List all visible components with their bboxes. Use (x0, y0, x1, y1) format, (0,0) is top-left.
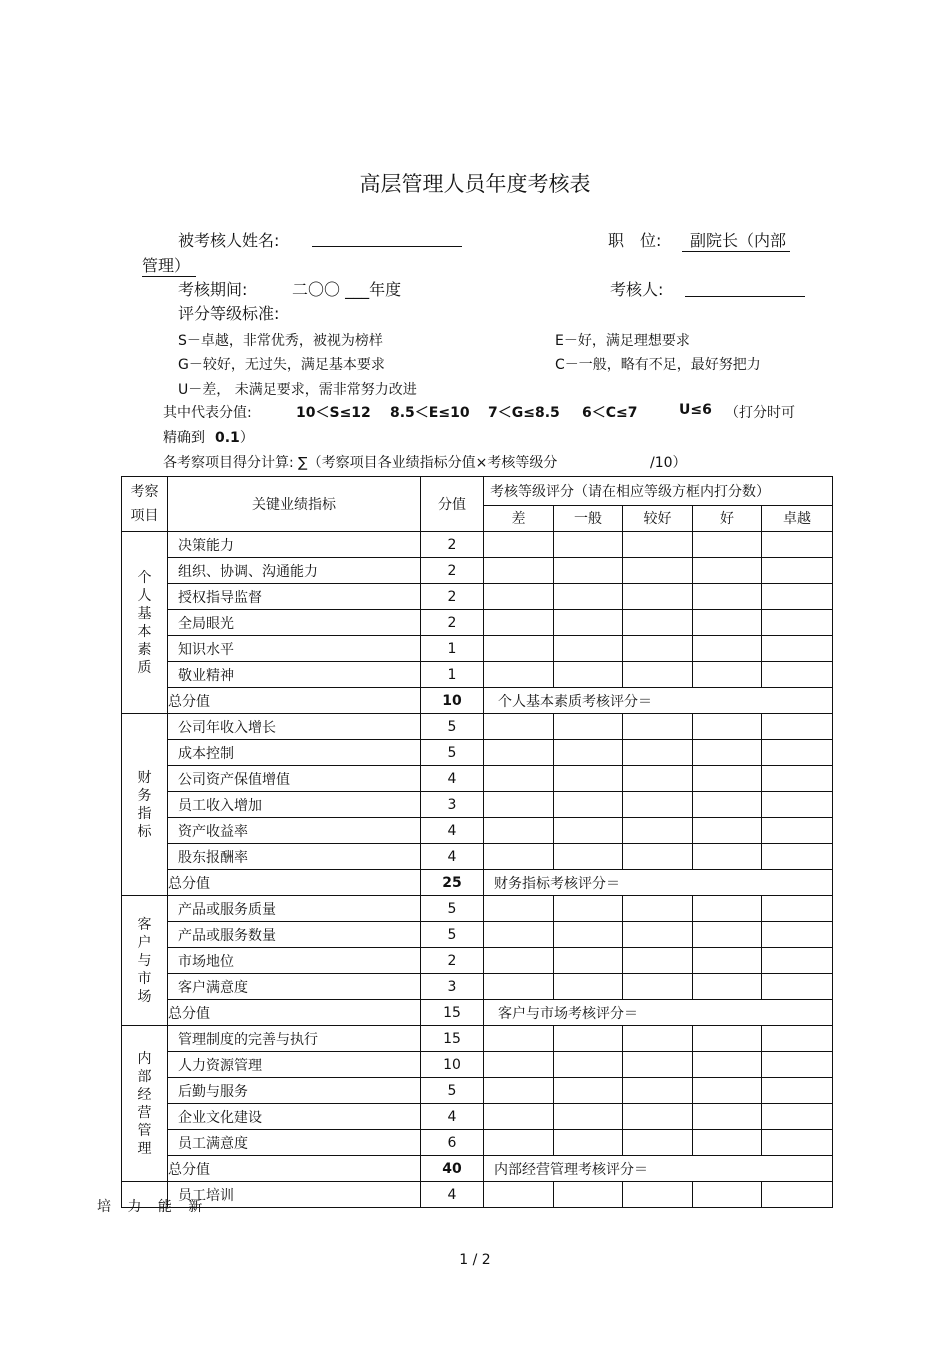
rating-cell[interactable] (623, 584, 693, 610)
rating-cell[interactable] (554, 792, 623, 818)
total-value: 10 (421, 688, 484, 714)
rating-cell[interactable] (762, 766, 833, 792)
rating-cell[interactable] (693, 740, 762, 766)
range-note-prefix: 精确到 (163, 430, 205, 446)
table-row (122, 636, 833, 662)
level-poor: 差 (484, 505, 554, 531)
level-average: 一般 (554, 505, 623, 531)
indicator-name: 公司年收入增长 (168, 714, 421, 740)
indicator-score: 10 (421, 1052, 484, 1078)
indicator-name: 产品或服务质量 (168, 896, 421, 922)
table-row (122, 818, 833, 844)
rating-cell[interactable] (484, 740, 554, 766)
total-label: 总分值 (168, 1156, 421, 1182)
rating-cell[interactable] (762, 714, 833, 740)
indicator-name: 知识水平 (168, 636, 421, 662)
rating-cell[interactable] (554, 922, 623, 948)
rating-cell[interactable] (484, 662, 554, 688)
formula-text: 各考察项目得分计算: ∑（考察项目各业绩指标分值×考核等级分 (163, 455, 558, 471)
category-cell (122, 714, 168, 896)
table-row (122, 844, 833, 870)
rating-cell[interactable] (554, 1052, 623, 1078)
position-value (682, 228, 790, 252)
standard-label: 评分等级标准: (178, 304, 280, 323)
rating-cell[interactable] (693, 922, 762, 948)
rating-cell[interactable] (554, 662, 623, 688)
position-value-line1: 副院长（内部 (682, 228, 790, 252)
rating-cell[interactable] (693, 818, 762, 844)
table-row (122, 948, 833, 974)
header-category (122, 477, 168, 532)
grade-g: G－较好，无过失，满足基本要求 (178, 357, 385, 373)
rating-cell[interactable] (762, 636, 833, 662)
indicator-score: 2 (421, 610, 484, 636)
overflow-text: 培 力 能 新 (97, 1199, 209, 1215)
rating-cell[interactable] (762, 558, 833, 584)
grade-u: U－差， 未满足要求，需非常努力改进 (178, 382, 417, 398)
rating-cell[interactable] (554, 948, 623, 974)
indicator-name: 管理制度的完善与执行 (168, 1026, 421, 1052)
rating-cell[interactable] (484, 766, 554, 792)
total-value: 15 (421, 1000, 484, 1026)
indicator-score: 4 (421, 818, 484, 844)
rating-cell[interactable] (484, 844, 554, 870)
rating-cell[interactable] (484, 1026, 554, 1052)
indicator-score: 5 (421, 922, 484, 948)
indicator-score: 6 (421, 1130, 484, 1156)
indicator-score: 5 (421, 1078, 484, 1104)
indicator-score: 5 (421, 714, 484, 740)
range-e: 8.5＜E≤10 (390, 405, 470, 421)
rating-cell[interactable] (623, 896, 693, 922)
rating-cell[interactable] (623, 922, 693, 948)
rating-cell[interactable] (623, 610, 693, 636)
table-row (122, 1052, 833, 1078)
rating-cell[interactable] (623, 948, 693, 974)
rating-cell[interactable] (484, 1130, 554, 1156)
table-row (122, 1130, 833, 1156)
rating-cell[interactable] (484, 584, 554, 610)
rating-cell[interactable] (484, 792, 554, 818)
table-body (122, 477, 833, 1208)
rating-cell[interactable] (484, 532, 554, 558)
indicator-score: 4 (421, 1104, 484, 1130)
table-row (122, 792, 833, 818)
name-label: 被考核人姓名: (178, 231, 280, 250)
rating-cell[interactable] (554, 610, 623, 636)
position-value-cont (142, 253, 196, 277)
rating-cell[interactable] (693, 1182, 762, 1208)
rating-cell[interactable] (623, 1052, 693, 1078)
rating-cell[interactable] (484, 1182, 554, 1208)
rating-cell[interactable] (762, 1026, 833, 1052)
period-label: 考核期间: (178, 280, 248, 299)
rating-cell[interactable] (484, 714, 554, 740)
rating-cell[interactable] (623, 714, 693, 740)
category-label: 客户与市场 (137, 916, 152, 1005)
rating-cell[interactable] (693, 584, 762, 610)
table-row (122, 558, 833, 584)
total-row (122, 870, 833, 896)
rating-cell[interactable] (623, 766, 693, 792)
level-excellent: 卓越 (762, 505, 833, 531)
indicator-name: 公司资产保值增值 (168, 766, 421, 792)
rating-cell[interactable] (762, 610, 833, 636)
table-row (122, 1182, 833, 1208)
indicator-name: 产品或服务数量 (168, 922, 421, 948)
rating-cell[interactable] (554, 1104, 623, 1130)
rating-cell[interactable] (484, 1104, 554, 1130)
indicator-name: 后勤与服务 (168, 1078, 421, 1104)
indicator-score: 1 (421, 636, 484, 662)
header-rating: 考核等级评分（请在相应等级方框内打分数） (484, 477, 833, 506)
indicator-name: 授权指导监督 (168, 584, 421, 610)
rating-cell[interactable] (762, 662, 833, 688)
rating-cell[interactable] (484, 948, 554, 974)
rating-cell[interactable] (554, 1182, 623, 1208)
rating-cell[interactable] (623, 1078, 693, 1104)
table-row (122, 922, 833, 948)
grade-e: E－好，满足理想要求 (555, 333, 690, 349)
indicator-name: 市场地位 (168, 948, 421, 974)
indicator-name: 股东报酬率 (168, 844, 421, 870)
total-row (122, 688, 833, 714)
rating-cell[interactable] (762, 1078, 833, 1104)
section-eval[interactable]: 财务指标考核评分＝ (484, 870, 833, 896)
indicator-score: 5 (421, 896, 484, 922)
indicator-name: 决策能力 (168, 532, 421, 558)
indicator-score: 4 (421, 1182, 484, 1208)
rating-cell[interactable] (484, 818, 554, 844)
rating-cell[interactable] (762, 974, 833, 1000)
rating-cell[interactable] (693, 610, 762, 636)
rating-cell[interactable] (693, 844, 762, 870)
range-note-value: 0.1 (215, 430, 240, 446)
level-good: 好 (693, 505, 762, 531)
rating-cell[interactable] (762, 948, 833, 974)
indicator-name: 敬业精神 (168, 662, 421, 688)
rating-cell[interactable] (693, 896, 762, 922)
table-row (122, 766, 833, 792)
range-s: 10＜S≤12 (296, 405, 371, 421)
rating-cell[interactable] (693, 766, 762, 792)
total-value: 40 (421, 1156, 484, 1182)
rating-cell[interactable] (693, 1052, 762, 1078)
assessor-field[interactable] (685, 296, 805, 297)
rating-cell[interactable] (484, 974, 554, 1000)
indicator-score: 1 (421, 662, 484, 688)
formula-suffix: /10） (650, 455, 687, 471)
rating-cell[interactable] (554, 714, 623, 740)
table-row (122, 610, 833, 636)
rating-cell[interactable] (693, 1026, 762, 1052)
rating-cell[interactable] (623, 792, 693, 818)
range-u: U≤6 (679, 402, 712, 418)
table-row (122, 740, 833, 766)
rating-cell[interactable] (623, 1130, 693, 1156)
rating-cell[interactable] (554, 766, 623, 792)
rating-cell[interactable] (484, 922, 554, 948)
rating-cell[interactable] (693, 1104, 762, 1130)
range-note-1: （打分时可 (725, 405, 795, 421)
rating-cell[interactable] (623, 662, 693, 688)
ranges-label: 其中代表分值: (163, 405, 252, 421)
rating-cell[interactable] (623, 1182, 693, 1208)
page-number: 1 / 2 (459, 1252, 491, 1268)
category-label: 财务指标 (137, 769, 152, 840)
table-row (122, 714, 833, 740)
rating-cell[interactable] (762, 922, 833, 948)
rating-cell[interactable] (623, 1104, 693, 1130)
position-label: 职 位: (608, 231, 662, 250)
level-fair: 较好 (623, 505, 693, 531)
indicator-name: 资产收益率 (168, 818, 421, 844)
total-row (122, 1156, 833, 1182)
indicator-score: 15 (421, 1026, 484, 1052)
position-value-line2: 管理） (142, 253, 196, 277)
indicator-score: 3 (421, 974, 484, 1000)
indicator-name: 员工收入增加 (168, 792, 421, 818)
indicator-name: 员工培训 (168, 1182, 421, 1208)
name-field[interactable] (312, 246, 462, 247)
rating-cell[interactable] (693, 792, 762, 818)
rating-cell[interactable] (762, 532, 833, 558)
total-label: 总分值 (168, 688, 421, 714)
indicator-score: 4 (421, 844, 484, 870)
rating-cell[interactable] (484, 558, 554, 584)
indicator-name: 人力资源管理 (168, 1052, 421, 1078)
indicator-name: 企业文化建设 (168, 1104, 421, 1130)
rating-cell[interactable] (762, 1130, 833, 1156)
rating-cell[interactable] (693, 532, 762, 558)
rating-cell[interactable] (623, 636, 693, 662)
table-row (122, 896, 833, 922)
rating-cell[interactable] (554, 740, 623, 766)
indicator-name: 全局眼光 (168, 610, 421, 636)
rating-cell[interactable] (554, 558, 623, 584)
rating-cell[interactable] (554, 532, 623, 558)
category-cell (122, 896, 168, 1026)
table-row (122, 974, 833, 1000)
range-note-suffix: ） (239, 430, 254, 446)
header-score: 分值 (421, 477, 484, 532)
category-label: 内部经营管理 (137, 1050, 152, 1157)
indicator-score: 2 (421, 532, 484, 558)
rating-cell[interactable] (762, 896, 833, 922)
indicator-score: 3 (421, 792, 484, 818)
rating-cell[interactable] (554, 974, 623, 1000)
section-eval[interactable]: 内部经营管理考核评分＝ (484, 1156, 833, 1182)
rating-cell[interactable] (554, 818, 623, 844)
table-row (122, 1026, 833, 1052)
rating-cell[interactable] (484, 1078, 554, 1104)
total-row (122, 1000, 833, 1026)
indicator-name: 客户满意度 (168, 974, 421, 1000)
range-c: 6＜C≤7 (582, 405, 638, 421)
rating-cell[interactable] (623, 558, 693, 584)
range-note-2 (163, 427, 254, 447)
rating-cell[interactable] (693, 1078, 762, 1104)
rating-cell[interactable] (554, 636, 623, 662)
table-row (122, 662, 833, 688)
rating-cell[interactable] (762, 818, 833, 844)
header-category-line1: 考察 (130, 484, 159, 500)
grade-c: C－一般，略有不足，最好努把力 (555, 357, 761, 373)
rating-cell[interactable] (484, 896, 554, 922)
indicator-name: 组织、协调、沟通能力 (168, 558, 421, 584)
table-row (122, 1078, 833, 1104)
rating-cell[interactable] (693, 1130, 762, 1156)
table-row (122, 584, 833, 610)
rating-cell[interactable] (484, 610, 554, 636)
assessor-label: 考核人: (610, 280, 664, 299)
period-value: 二〇〇 ___年度 (292, 280, 402, 299)
rating-cell[interactable] (484, 1052, 554, 1078)
rating-cell[interactable] (554, 1078, 623, 1104)
rating-cell[interactable] (693, 636, 762, 662)
indicator-score: 2 (421, 948, 484, 974)
rating-cell[interactable] (554, 584, 623, 610)
header-category-line2: 项目 (130, 508, 159, 524)
rating-cell[interactable] (762, 1104, 833, 1130)
total-value: 25 (421, 870, 484, 896)
rating-cell[interactable] (554, 844, 623, 870)
rating-cell[interactable] (762, 1052, 833, 1078)
indicator-score: 2 (421, 584, 484, 610)
rating-cell[interactable] (623, 818, 693, 844)
rating-cell[interactable] (623, 1026, 693, 1052)
category-label: 个人基本素质 (137, 569, 152, 676)
grade-s: S－卓越，非常优秀，被视为榜样 (178, 333, 383, 349)
header-indicator: 关键业绩指标 (168, 477, 421, 532)
rating-cell[interactable] (693, 974, 762, 1000)
rating-cell[interactable] (623, 844, 693, 870)
rating-cell[interactable] (693, 558, 762, 584)
range-g: 7＜G≤8.5 (488, 405, 560, 421)
indicator-score: 4 (421, 766, 484, 792)
total-label: 总分值 (168, 1000, 421, 1026)
category-cell (122, 1026, 168, 1182)
rating-cell[interactable] (484, 636, 554, 662)
rating-cell[interactable] (762, 584, 833, 610)
section-eval[interactable]: 个人基本素质考核评分＝ (484, 688, 833, 714)
rating-cell[interactable] (554, 1026, 623, 1052)
rating-cell[interactable] (762, 792, 833, 818)
total-label: 总分值 (168, 870, 421, 896)
rating-cell[interactable] (693, 662, 762, 688)
rating-cell[interactable] (623, 974, 693, 1000)
rating-cell[interactable] (762, 740, 833, 766)
table-row (122, 532, 833, 558)
rating-cell[interactable] (693, 948, 762, 974)
table-header-row-1 (122, 477, 833, 506)
rating-cell[interactable] (693, 714, 762, 740)
rating-cell[interactable] (554, 1130, 623, 1156)
category-cell (122, 532, 168, 714)
section-eval[interactable]: 客户与市场考核评分＝ (484, 1000, 833, 1026)
indicator-name: 员工满意度 (168, 1130, 421, 1156)
indicator-name: 成本控制 (168, 740, 421, 766)
indicator-score: 2 (421, 558, 484, 584)
rating-cell[interactable] (623, 532, 693, 558)
indicator-score: 5 (421, 740, 484, 766)
evaluation-table (121, 476, 833, 1208)
rating-cell[interactable] (554, 896, 623, 922)
rating-cell[interactable] (762, 1182, 833, 1208)
rating-cell[interactable] (762, 844, 833, 870)
rating-cell[interactable] (623, 740, 693, 766)
page-title: 高层管理人员年度考核表 (359, 172, 591, 196)
table-row (122, 1104, 833, 1130)
